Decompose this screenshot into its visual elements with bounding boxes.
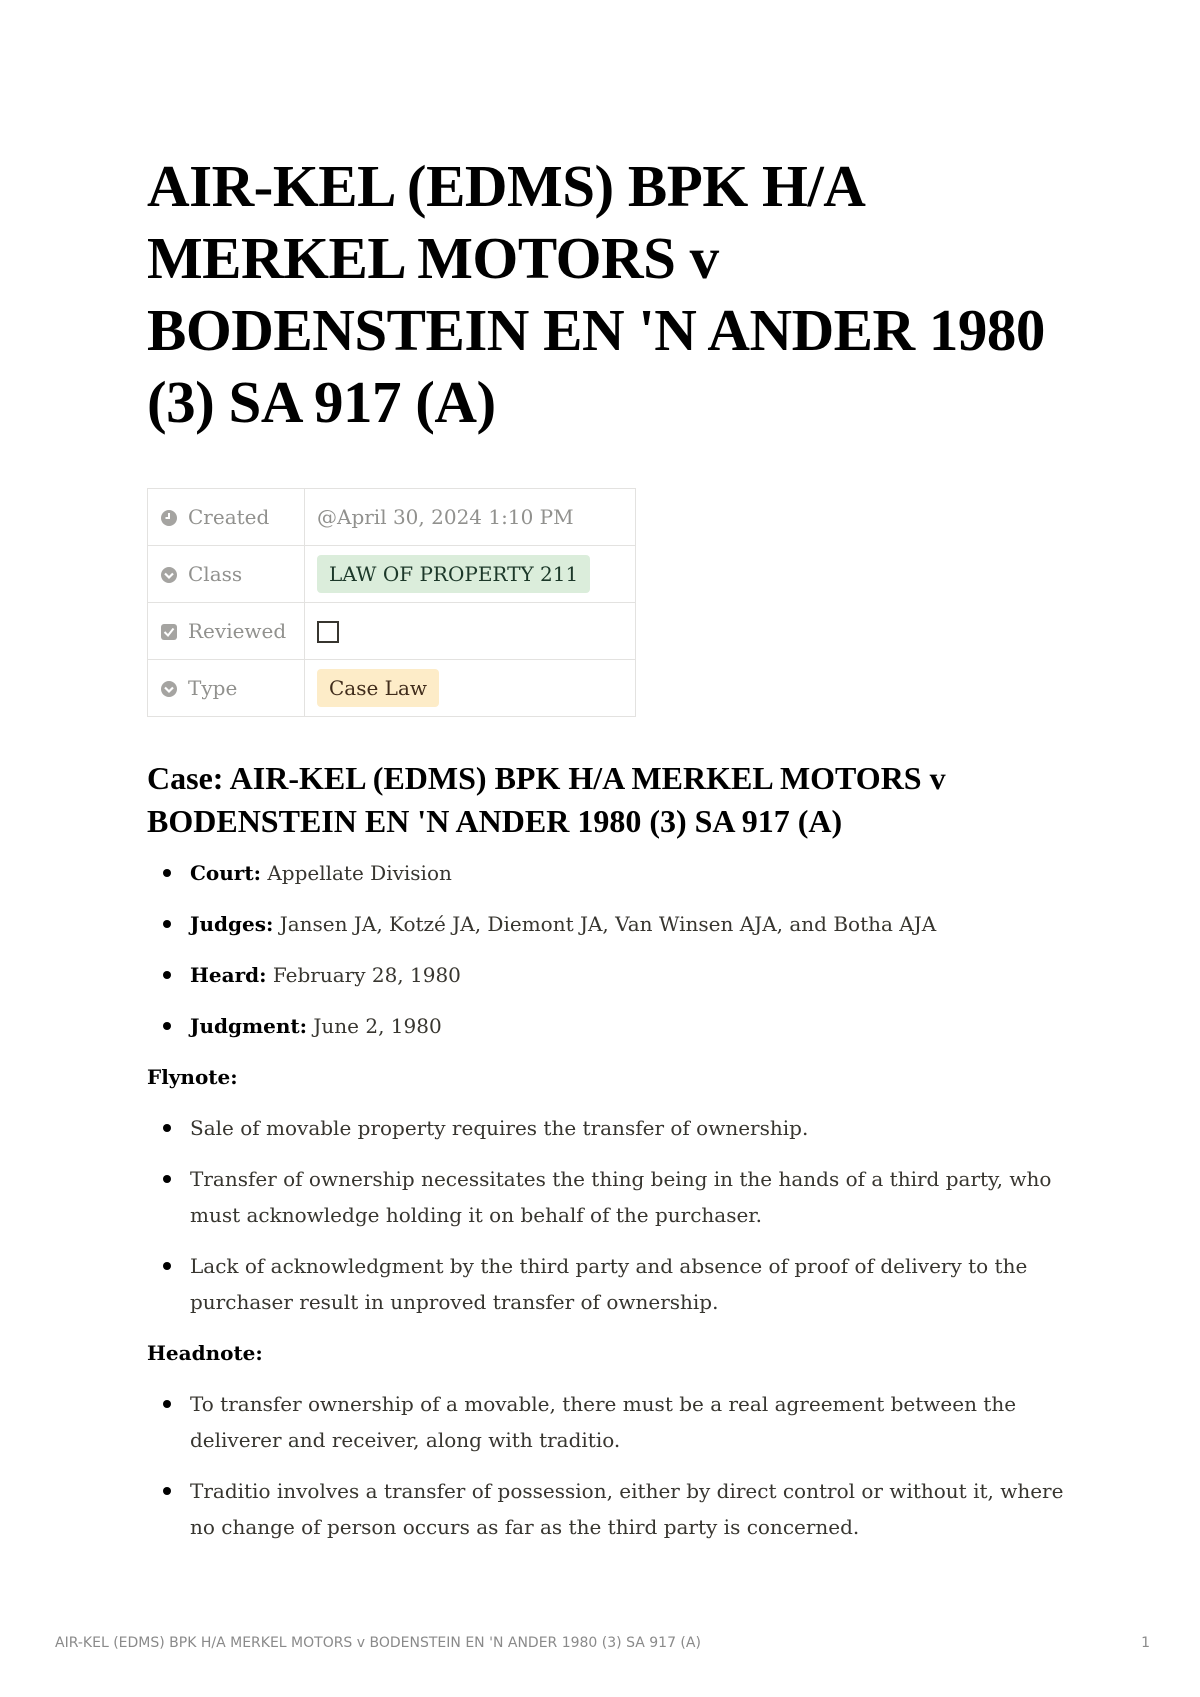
clock-icon	[160, 508, 178, 526]
detail-item-judges	[147, 906, 1067, 942]
property-label: Class	[188, 562, 243, 586]
property-row-created	[148, 489, 636, 546]
page-title: AIR-KEL (EDMS) BPK H/A MERKEL MOTORS v BODENSTEIN EN 'N ANDER 1980 (3) SA 917 (A)	[147, 153, 1045, 435]
detail-item-heard	[147, 957, 1067, 993]
property-value-reviewed	[305, 603, 636, 660]
property-label: Type	[188, 676, 238, 700]
detail-text: Appellate Division	[260, 861, 452, 885]
property-value-created	[305, 489, 636, 546]
type-tag[interactable]: Case Law	[317, 669, 439, 707]
detail-text: June 2, 1980	[307, 1014, 442, 1038]
properties-table	[147, 488, 636, 717]
property-label: Created	[188, 505, 270, 529]
property-value-class	[305, 546, 636, 603]
case-details-list	[147, 855, 1067, 1044]
detail-text: February 28, 1980	[266, 963, 461, 987]
property-row-class	[148, 546, 636, 603]
property-row-type	[148, 660, 636, 717]
case-heading: Case: AIR-KEL (EDMS) BPK H/A MERKEL MOTORS v BODENSTEIN EN 'N ANDER 1980 (3) SA 917 (A)	[147, 760, 946, 839]
class-tag[interactable]: LAW OF PROPERTY 211	[317, 555, 590, 593]
headnote-list	[147, 1386, 1067, 1545]
property-row-reviewed	[148, 603, 636, 660]
list-item: Lack of acknowledgment by the third party and absence of proof of delivery to the purchaser result in unproved transfer of ownership.	[147, 1248, 1067, 1320]
page-number: 1	[1141, 1635, 1150, 1651]
reviewed-checkbox[interactable]	[317, 621, 339, 643]
property-key-class	[148, 546, 305, 603]
footer-title: AIR-KEL (EDMS) BPK H/A MERKEL MOTORS v BODENSTEIN EN 'N ANDER 1980 (3) SA 917 (A)	[55, 1635, 701, 1651]
detail-text: Jansen JA, Kotzé JA, Diemont JA, Van Winsen AJA, and Botha AJA	[273, 912, 937, 936]
list-item: Transfer of ownership necessitates the thing being in the hands of a third party, who must acknowledge holding it on behalf of the purchaser.	[147, 1161, 1067, 1233]
created-date: @April 30, 2024 1:10 PM	[317, 505, 574, 529]
select-icon	[160, 679, 178, 697]
detail-item-judgment	[147, 1008, 1067, 1044]
property-key-created	[148, 489, 305, 546]
detail-label: Court:	[190, 861, 261, 885]
property-key-reviewed	[148, 603, 305, 660]
detail-label: Judges:	[190, 912, 274, 936]
page-footer	[55, 1635, 1150, 1651]
select-icon	[160, 565, 178, 583]
checkbox-icon	[160, 622, 178, 640]
property-value-type	[305, 660, 636, 717]
flynote-list	[147, 1110, 1067, 1320]
property-key-type	[148, 660, 305, 717]
list-item: Sale of movable property requires the transfer of ownership.	[147, 1110, 1067, 1146]
detail-label: Judgment:	[190, 1014, 308, 1038]
headnote-label: Headnote:	[147, 1341, 263, 1365]
list-item: Traditio involves a transfer of possession, either by direct control or without it, where no change of person occurs as far as the third party is concerned.	[147, 1473, 1067, 1545]
list-item: To transfer ownership of a movable, there must be a real agreement between the deliverer and receiver, along with traditio.	[147, 1386, 1067, 1458]
flynote-label: Flynote:	[147, 1065, 238, 1089]
document-content	[147, 150, 1067, 1560]
property-label: Reviewed	[188, 619, 287, 643]
detail-item-court	[147, 855, 1067, 891]
detail-label: Heard:	[190, 963, 267, 987]
